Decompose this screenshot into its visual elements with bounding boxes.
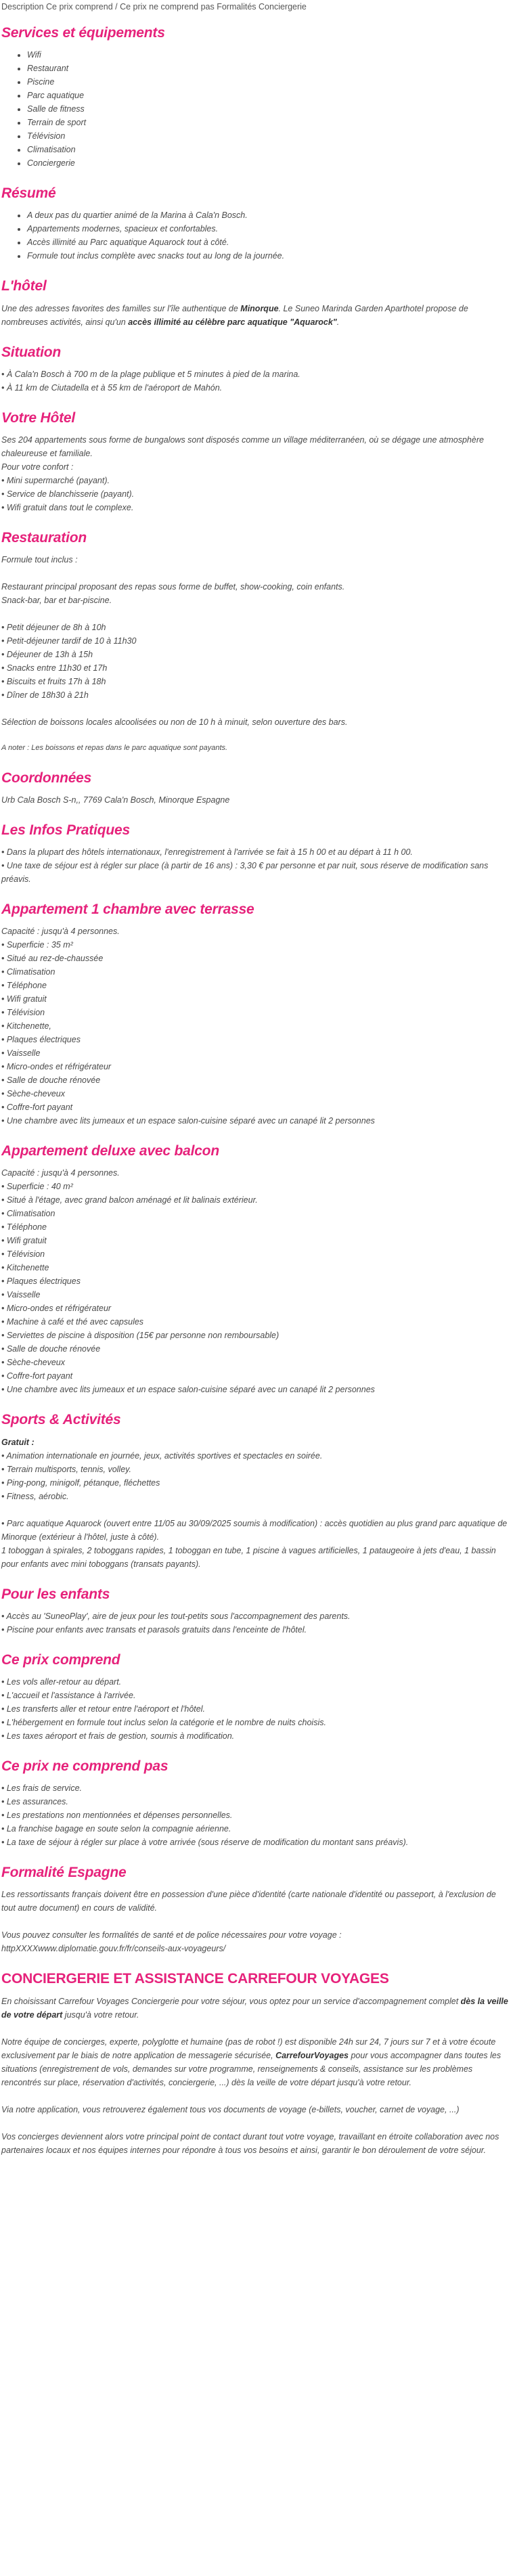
list-item: • Restaurant [27,62,509,75]
resume-list [1,208,509,263]
appart1-title: Appartement 1 chambre avec terrasse [1,902,254,918]
infos-line: • Une taxe de séjour est à régler sur place (à partir de 16 ans) : 3,30 € par personne et par nuit, sous réserve de modification sans préavis. [1,861,489,885]
list-item: • Appartements modernes, spacieux et confortables. [27,222,509,236]
comprend-section [1,1651,509,1743]
restauration-hour: • Déjeuner de 13h à 15h [1,650,93,660]
sports-line: • Animation internationale en journée, jeux, activités sportives et spectacles en soirée. [1,1450,323,1461]
votre-hotel-title: Votre Hôtel [1,409,76,426]
comprend-title: Ce prix comprend [1,1651,120,1668]
appart2-line: • Coffre-fort payant [1,1371,73,1381]
ne-comprend-line: • La taxe de séjour à régler sur place à votre arrivée (sous réserve de modification du montant sans préavis). [1,1838,409,1848]
sports-park-details: 1 toboggan à spirales, 2 toboggans rapides, 1 toboggan en tube, 1 piscine à vagues artificielles, 1 pataugeoire à jets d'eau, 1 bassin pour enfants avec mini toboggans (transats payants). [1,1545,496,1569]
restauration-title: Restauration [1,529,87,546]
hotel-section [1,277,509,328]
conciergerie-section [1,1970,509,2156]
appart1-line: • Salle de douche rénovée [1,1075,101,1086]
sports-title: Sports & Activités [1,1412,121,1428]
appart1-line: • Superficie : 35 m² [1,940,73,950]
appart2-line: • Climatisation [1,1209,55,1219]
conciergerie-p1: En choisissant Carrefour Voyages Conciergerie pour votre séjour, vous optez pour un service d'accompagnement complet dès la veille de votre départ jusqu'à votre retour. [1,1996,508,2020]
ne-comprend-title: Ce prix ne comprend pas [1,1758,169,1775]
comprend-line: • Les vols aller-retour au départ. [1,1677,122,1687]
coordonnees-title: Coordonnées [1,770,92,786]
appart2-line: • Sèche-cheveux [1,1358,66,1368]
votre-hotel-line: • Service de blanchisserie (payant). [1,489,135,499]
list-item: • Télévision [27,129,509,143]
formalite-p1: Les ressortissants français doivent être en possession d'une pièce d'identité (carte nationale d'identité ou passeport, à l'exclusion de tout autre document) en cours de validité. [1,1890,496,1913]
formalite-section [1,1864,509,1955]
appart1-line: • Kitchenette, [1,1021,51,1031]
restauration-hour: • Petit déjeuner de 8h à 10h [1,623,106,633]
situation-line: • À Cala'n Bosch à 700 m de la plage publique et 5 minutes à pied de la marina. [1,369,300,379]
restauration-hour: • Petit-déjeuner tardif de 10 à 11h30 [1,636,137,646]
appart2-line: • Micro-ondes et réfrigérateur [1,1304,112,1314]
appart1-line: • Coffre-fort payant [1,1103,73,1113]
coordonnees-section [1,770,509,807]
infos-line: • Dans la plupart des hôtels internationaux, l'enregistrement à l'arrivée se fait à 15 h 00 et au départ à 11 h 00. [1,847,413,858]
conciergerie-p4: Vos concierges deviennent alors votre principal point de contact durant tout votre voyage, travaillant en étroite collaboration avec nos partenaires locaux et nos équipes internes pour répondre à tous vos besoins et ainsi, garantir le bon déroulement de votre séjour. [1,2131,499,2155]
restauration-intro: Restaurant principal proposant des repas sous forme de buffet, show-cooking, coin enfants. [1,582,345,592]
conciergerie-p2: Notre équipe de concierges, experte, polyglotte et humaine (pas de robot !) est disponible 24h sur 24, 7 jours sur 7 et à votre écoute exclusivement par le biais de notre application de messagerie sécurisée, CarrefourVoyages pour vous accompagner dans toutes les situations (enregistrement de vols, demandes sur votre programme, renseignements & conseils, assistance sur les problèmes rencontrés sur place, réservation d'activités, conciergerie, ...) dès la veille de votre départ jusqu'à votre retour. [1,2037,501,2087]
resume-section [1,185,509,263]
list-item: • A deux pas du quartier animé de la Marina à Cala'n Bosch. [27,208,509,222]
services-list [1,48,509,170]
appart2-line: • Salle de douche rénovée [1,1344,101,1354]
list-item: • Conciergerie [27,156,509,170]
appart1-line: • Sèche-cheveux [1,1089,66,1099]
conciergerie-title: CONCIERGERIE ET ASSISTANCE CARREFOUR VOYAGES [1,1971,389,1987]
enfants-line: • Accès au 'SuneoPlay', aire de jeux pour les tout-petits sous l'accompagnement des parents. [1,1611,351,1621]
restauration-snack: Snack-bar, bar et bar-piscine. [1,596,112,606]
appart2-line: • Machine à café et thé avec capsules [1,1317,144,1327]
formalite-p2: Vous pouvez consulter les formalités de santé et de police nécessaires pour votre voyage : [1,1930,342,1940]
ne-comprend-line: • La franchise bagage en soute selon la compagnie aérienne. [1,1824,231,1834]
restauration-note: A noter : Les boissons et repas dans le parc aquatique sont payants. [1,744,228,753]
appart2-line: • Serviettes de piscine à disposition (15€ par personne non remboursable) [1,1331,280,1341]
appart1-line: • Vaisselle [1,1048,41,1059]
appart1-line: • Plaques électriques [1,1035,81,1045]
enfants-section [1,1586,509,1637]
appart2-line: • Wifi gratuit [1,1236,47,1246]
appart2-line: • Téléphone [1,1222,47,1233]
appart2-line: • Kitchenette [1,1263,49,1273]
restauration-formula: Formule tout inclus : [1,555,78,565]
appart2-line: • Une chambre avec lits jumeaux et un espace salon-cuisine séparé avec un canapé lit 2 personnes [1,1385,375,1395]
votre-hotel-line: Pour votre confort : [1,462,74,472]
appart1-section [1,901,509,1128]
appart1-line: • Situé au rez-de-chaussée [1,954,104,964]
ne-comprend-line: • Les assurances. [1,1797,68,1807]
formalite-title: Formalité Espagne [1,1865,127,1881]
restauration-drinks: Sélection de boissons locales alcoolisées ou non de 10 h à minuit, selon ouverture des bars. [1,717,348,728]
appart2-line: • Superficie : 40 m² [1,1182,73,1192]
appart2-capacity: Capacité : jusqu'à 4 personnes. [1,1168,120,1178]
services-title: Services et équipements [1,25,165,41]
appart2-line: • Télévision [1,1249,45,1260]
infos-title: Les Infos Pratiques [1,822,130,838]
situation-title: Situation [1,344,62,360]
list-item: • Climatisation [27,143,509,156]
comprend-line: • L'accueil et l'assistance à l'arrivée. [1,1691,136,1701]
formalite-link[interactable]: httpXXXXwww.diplomatie.gouv.fr/fr/conseils-aux-voyageurs/ [1,1944,226,1954]
appart2-line: • Plaques électriques [1,1276,81,1287]
appart2-line: • Vaisselle [1,1290,41,1300]
appart2-title: Appartement deluxe avec balcon [1,1143,219,1159]
comprend-line: • Les taxes aéroport et frais de gestion, soumis à modification. [1,1731,235,1741]
appart1-line: • Climatisation [1,967,55,977]
appart1-line: • Micro-ondes et réfrigérateur [1,1062,112,1072]
restauration-hour: • Snacks entre 11h30 et 17h [1,663,108,673]
list-item: • Accès illimité au Parc aquatique Aquarock tout à côté. [27,236,509,249]
situation-section [1,344,509,395]
appart1-capacity: Capacité : jusqu'à 4 personnes. [1,927,120,937]
sports-line: • Fitness, aérobic. [1,1491,69,1501]
resume-title: Résumé [1,185,56,202]
votre-hotel-intro: Ses 204 appartements sous forme de bungalows sont disposés comme un village méditerranéen, où se dégage une atmosphère chaleureuse et familiale. [1,435,484,458]
appart2-line: • Situé à l'étage, avec grand balcon aménagé et lit balinais extérieur. [1,1195,258,1205]
restauration-hour: • Biscuits et fruits 17h à 18h [1,677,106,687]
appart1-line: • Téléphone [1,981,47,991]
situation-line: • À 11 km de Ciutadella et à 55 km de l'aéroport de Mahón. [1,382,223,393]
sports-line: • Terrain multisports, tennis, volley. [1,1464,131,1474]
address: Urb Cala Bosch S-n,, 7769 Cala'n Bosch, Minorque Espagne [1,795,230,805]
enfants-title: Pour les enfants [1,1586,110,1602]
list-item: • Formule tout inclus complète avec snacks tout au long de la journée. [27,249,509,263]
restauration-hour: • Dîner de 18h30 à 21h [1,690,89,701]
list-item: • Piscine [27,75,509,89]
enfants-line: • Piscine pour enfants avec transats et parasols gratuits dans l'enceinte de l'hôtel. [1,1624,307,1635]
ne-comprend-line: • Les prestations non mentionnées et dépenses personnelles. [1,1811,233,1821]
sports-line: • Ping-pong, minigolf, pétanque, fléchettes [1,1478,160,1488]
hotel-description: Une des adresses favorites des familles sur l'île authentique de Minorque. Le Suneo Marinda Garden Aparthotel propose de nombreuses activités, ainsi qu'un accès illimité au célèbre parc aquatique "Aquarock". [1,303,468,327]
sports-section [1,1411,509,1570]
list-item: • Wifi [27,48,509,62]
list-item: • Salle de fitness [27,102,509,116]
appart1-line: • Télévision [1,1008,45,1018]
votre-hotel-line: • Wifi gratuit dans tout le complexe. [1,502,134,512]
services-section [1,24,509,170]
list-item: • Terrain de sport [27,116,509,129]
conciergerie-p3: Via notre application, vous retrouverez également tous vos documents de voyage (e-billets, voucher, carnet de voyage, ...) [1,2104,460,2114]
ne-comprend-line: • Les frais de service. [1,1783,83,1794]
list-item: • Parc aquatique [27,89,509,102]
votre-hotel-line: • Mini supermarché (payant). [1,475,110,485]
votre-hotel-section [1,409,509,514]
appart2-section [1,1142,509,1396]
top-description-line: Description Ce prix comprend / Ce prix ne comprend pas Formalités Conciergerie [1,2,307,12]
comprend-line: • L'hébergement en formule tout inclus selon la catégorie et le nombre de nuits choisis. [1,1718,326,1728]
sports-free-label: Gratuit : [1,1437,35,1447]
appart1-line: • Une chambre avec lits jumeaux et un espace salon-cuisine séparé avec un canapé lit 2 personnes [1,1116,375,1126]
hotel-title: L'hôtel [1,278,47,294]
appart1-line: • Wifi gratuit [1,994,47,1004]
comprend-line: • Les transferts aller et retour entre l'aéroport et l'hôtel. [1,1704,205,1714]
sports-park: • Parc aquatique Aquarock (ouvert entre 11/05 au 30/09/2025 soumis à modification) : accès quotidien au plus grand parc aquatique de Minorque (extérieur à l'hôtel, juste à côté). [1,1518,508,1542]
infos-section [1,822,509,886]
restauration-section [1,529,509,755]
ne-comprend-section [1,1758,509,1849]
